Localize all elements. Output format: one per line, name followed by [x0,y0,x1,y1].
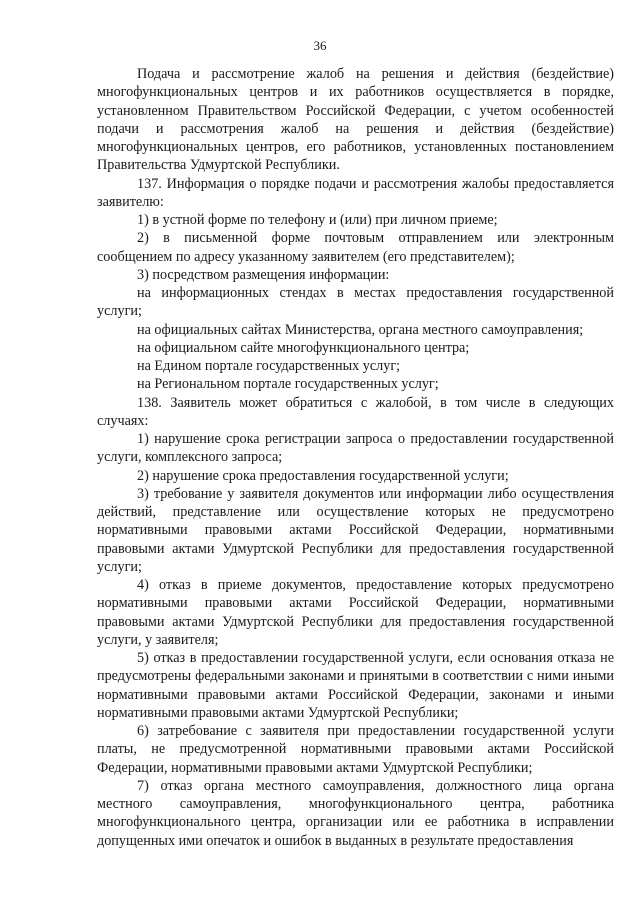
document-body [97,65,614,850]
list-item-service-refusal: 5) отказ в предоставлении государственной услуги, если основания отказа не предусмотрены федеральными законами и принятыми в соответствии с ними иными нормативными правовыми актами Российской Федерации, законами и иными нормативными правовыми актами Удмуртской Республики; [97,650,614,721]
list-item-info-stands: на информационных стендах в местах предоставления государственной услуги; [97,285,614,320]
page-number: 36 [313,38,327,53]
list-item-regional-portal: на Региональном портале государственных услуг; [137,376,439,393]
list-item-unified-portal: на Едином портале государственных услуг; [137,358,401,374]
paragraph-137-intro: 137. Информация о порядке подачи и рассмотрения жалобы предоставляется заявителю: [97,175,614,210]
paragraph-138-intro: 138. Заявитель может обратиться с жалобой, в том числе в следующих случаях: [97,394,614,429]
list-item-fee-demand: 6) затребование с заявителя при предоставлении государственной услуги платы, не предусмотренной нормативными правовыми актами Российской Федерации, нормативными правовыми актами Удмуртской Республики; [97,723,614,776]
list-item-correction-refusal: 7) отказ органа местного самоуправления, должностного лица органа местного самоуправления, многофункционального центра, работника многофункционального центра, организации или ее работника в исправлении допущенных ими опечаток и ошибок в выданных в результате предоставления [97,777,614,849]
list-item-information-placement: 3) посредством размещения информации: [137,266,390,283]
list-item-oral-form: 1) в устной форме по телефону и (или) при личном приеме; [137,212,498,228]
paragraph-complaints-procedure: Подача и рассмотрение жалоб на решения и действия (бездействие) многофункциональных центров и их работников осуществляется в порядке, установленном Правительством Российской Федерации, с учетом особенностей подачи и рассмотрения жалоб на решения и действия (бездействие) многофункциональных центров, его работников, установленных постановлением Правительства Удмуртской Республики. [97,66,614,174]
list-item-written-form: 2) в письменной форме почтовым отправлением или электронным сообщением по адресу указанному заявителем (его представителем); [97,230,614,265]
list-item-official-sites: на официальных сайтах Министерства, органа местного самоуправления; [137,321,584,338]
list-item-document-requirement: 3) требование у заявителя документов или информации либо осуществления действий, представление или осуществление которых не предусмотрено нормативными правовыми актами Российской Федерации, нормативными правовыми актами Удмуртской Республики для предоставления государственной услуги; [97,485,614,575]
list-item-mfc-site: на официальном сайте многофункционального центра; [137,339,470,356]
list-item-registration-deadline: 1) нарушение срока регистрации запроса о предоставлении государственной услуги, комплексного запроса; [97,431,614,466]
list-item-service-deadline: 2) нарушение срока предоставления государственной услуги; [137,467,509,484]
list-item-document-refusal: 4) отказ в приеме документов, предоставление которых предусмотрено нормативными правовыми актами Российской Федерации, нормативными правовыми актами Удмуртской Республики для предоставления государственной услуги, у заявителя; [97,577,614,648]
